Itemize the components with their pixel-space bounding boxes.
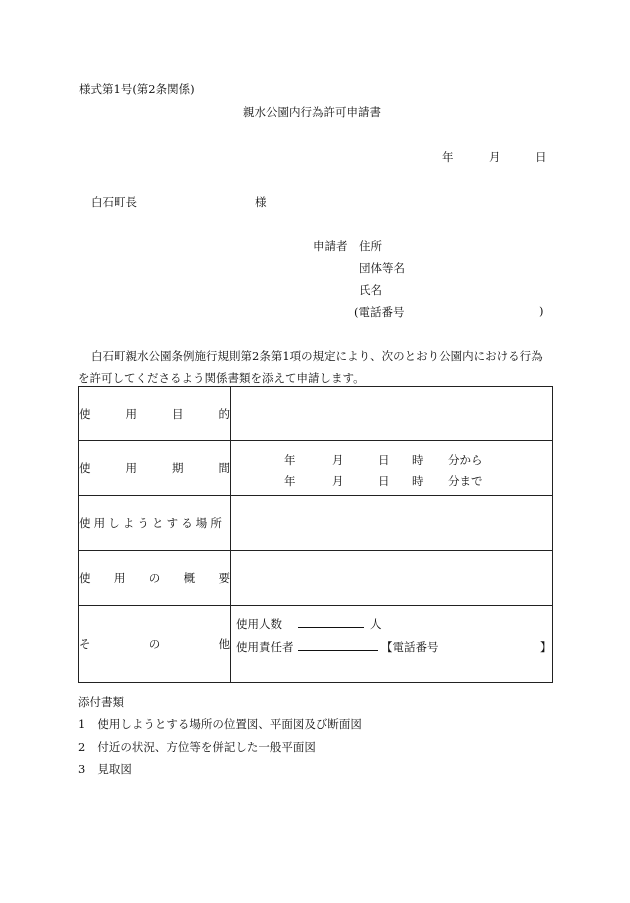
responsible-phone-close: 】 — [540, 640, 552, 654]
responsible-field[interactable] — [298, 639, 378, 651]
addressee-honorific: 様 — [255, 195, 267, 209]
applicant-organization: 団体等名 — [359, 261, 405, 275]
body-text-line1: 白石町親水公園条例施行規則第2条第1項の規定により、次のとおり公園内における行為 — [91, 349, 543, 363]
people-unit: 人 — [370, 617, 382, 631]
other-label: そ の 他 — [79, 606, 231, 683]
responsible-phone-open: 【電話番号 — [381, 640, 439, 654]
attachment-item: 2 付近の状況、方位等を併記した一般平面図 — [78, 740, 316, 754]
applicant-phone-close: ) — [539, 304, 544, 318]
purpose-value[interactable] — [231, 387, 553, 441]
period-value[interactable]: 年 月 日 時 分から 年 月 日 時 分まで — [231, 441, 553, 496]
overview-value[interactable] — [231, 551, 553, 606]
people-count-label: 使用人数 — [236, 617, 282, 631]
purpose-label: 使 用 目 的 — [79, 387, 231, 441]
attachments-heading: 添付書類 — [78, 695, 124, 709]
date-year: 年 — [442, 150, 454, 164]
overview-label: 使 用 の 概 要 — [79, 551, 231, 606]
attachment-item: 1 使用しようとする場所の位置図、平面図及び断面図 — [78, 717, 362, 731]
other-row — [79, 606, 553, 683]
place-row — [79, 496, 553, 551]
date-month: 月 — [489, 150, 501, 164]
form-number: 様式第1号(第2条関係) — [79, 82, 195, 96]
responsible-label: 使用責任者 — [236, 640, 294, 654]
document-title: 親水公園内行為許可申請書 — [243, 105, 381, 119]
applicant-label: 申請者 — [313, 239, 348, 253]
applicant-address: 住所 — [359, 239, 382, 253]
applicant-name: 氏名 — [359, 283, 382, 297]
place-value[interactable] — [231, 496, 553, 551]
body-text-line2: を許可してくださるよう関係書類を添えて申請します。 — [78, 371, 365, 385]
overview-row — [79, 551, 553, 606]
purpose-row — [79, 387, 553, 441]
addressee-name: 白石町長 — [91, 195, 137, 209]
people-count-field[interactable] — [298, 616, 364, 628]
attachment-item: 3 見取図 — [78, 762, 132, 776]
period-label: 使 用 期 間 — [79, 441, 231, 496]
place-label: 使用しようとする場所 — [79, 496, 231, 551]
date-day: 日 — [535, 150, 547, 164]
other-value — [231, 606, 553, 683]
applicant-phone-open: (電話番号 — [354, 305, 405, 319]
application-table — [78, 386, 553, 683]
period-row — [79, 441, 553, 496]
